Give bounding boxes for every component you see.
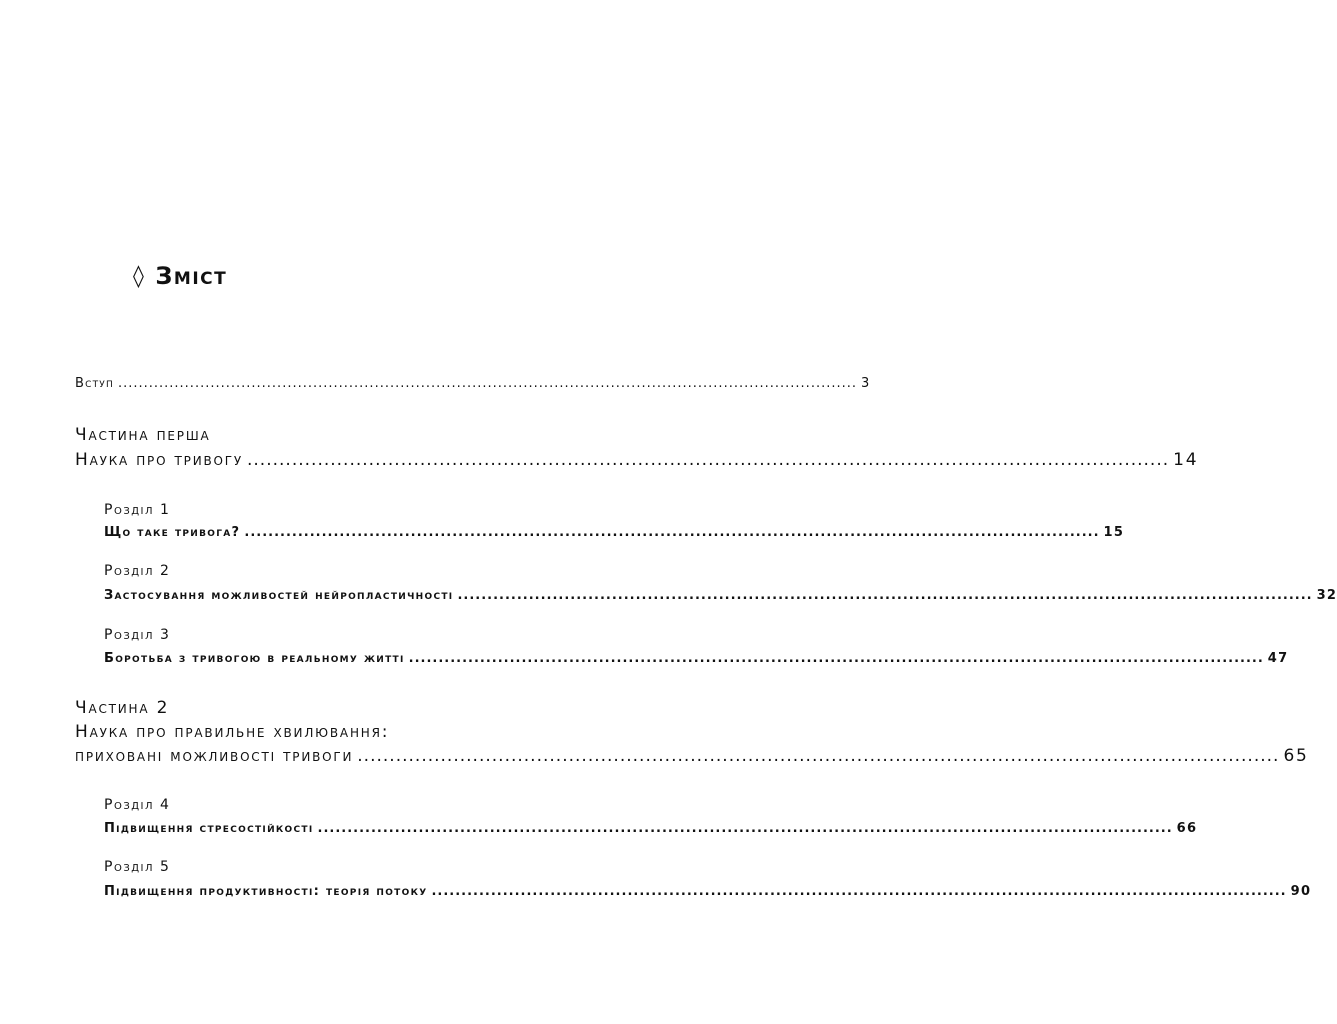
page-number: 32: [1316, 588, 1337, 603]
page-title: [133, 262, 227, 290]
dot-leader: ................................................................................................................................................: [247, 450, 1170, 470]
dot-leader: ................................................................................................................................................: [117, 376, 858, 391]
entry-title: приховані можливості тривоги: [75, 746, 354, 766]
toc-entry-part1[interactable]: [75, 450, 1199, 470]
dot-leader: ................................................................................................................................................: [431, 884, 1287, 899]
toc-entry-chapter-1[interactable]: [104, 525, 1125, 540]
dot-leader: ................................................................................................................................................: [457, 588, 1313, 603]
entry-title: Боротьба з тривогою в реальному житті: [104, 651, 405, 666]
dot-leader: ................................................................................................................................................: [317, 821, 1173, 836]
dot-leader: ................................................................................................................................................: [408, 651, 1264, 666]
diamond-icon: ◊: [133, 263, 146, 289]
toc-entry-chapter-4[interactable]: [104, 821, 1198, 836]
part-title-line1: Наука про правильне хвилювання:: [75, 722, 390, 742]
page-number: 14: [1173, 450, 1199, 470]
entry-title: Наука про тривогу: [75, 450, 243, 470]
part-label: Частина перша: [75, 425, 211, 445]
chapter-label: Розділ 4: [104, 797, 171, 813]
toc-entry-chapter-5[interactable]: [104, 884, 1312, 899]
chapter-label: Розділ 1: [104, 502, 171, 518]
page-number: 3: [861, 376, 871, 391]
dot-leader: ................................................................................................................................................: [244, 525, 1100, 540]
toc-entry-part2[interactable]: [75, 746, 1309, 766]
entry-title: Підвищення продуктивності: теорія потоку: [104, 884, 428, 899]
dot-leader: ................................................................................................................................................: [357, 746, 1280, 766]
page-number: 66: [1176, 821, 1198, 836]
page-number: 47: [1267, 651, 1289, 666]
toc-heading-text: Зміст: [155, 262, 228, 290]
toc-entry-chapter-2[interactable]: [104, 588, 1337, 603]
chapter-label: Розділ 5: [104, 859, 171, 875]
entry-title: Вступ: [75, 376, 114, 391]
page-number: 15: [1103, 525, 1125, 540]
entry-title: Підвищення стресостійкості: [104, 821, 314, 836]
toc-entry-chapter-3[interactable]: [104, 651, 1289, 666]
part-label: Частина 2: [75, 698, 170, 718]
entry-title: Застосування можливостей нейропластичності: [104, 588, 454, 603]
chapter-label: Розділ 3: [104, 627, 171, 643]
chapter-label: Розділ 2: [104, 563, 171, 579]
page-number: 90: [1290, 884, 1312, 899]
page-number: 65: [1283, 746, 1309, 766]
toc-entry-intro[interactable]: [75, 376, 871, 391]
entry-title: Що таке тривога?: [104, 525, 241, 540]
